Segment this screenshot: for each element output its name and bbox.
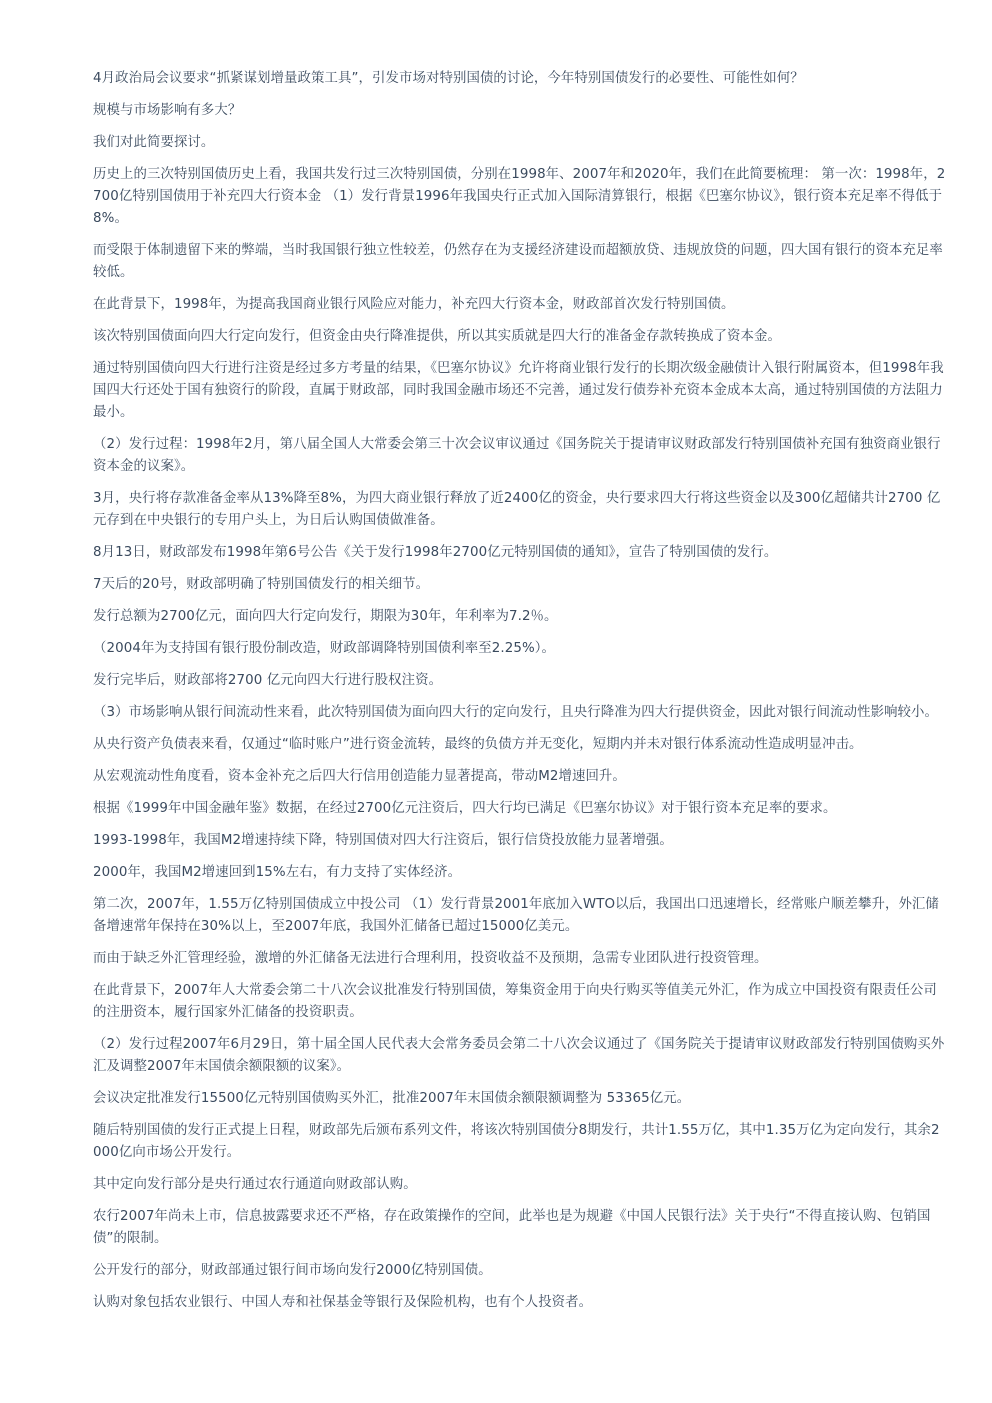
paragraph: 第二次，2007年，1.55万亿特别国债成立中投公司 （1）发行背景2001年底加入WTO以后，我国出口迅速增长，经常账户顺差攀升，外汇储备增速常年保持在30%以上，至2007年底，我国外汇储备已超过15000亿美元。 xyxy=(93,897,939,934)
paragraph: 该次特别国债面向四大行定向发行，但资金由央行降准提供，所以其实质就是四大行的准备金存款转换成了资本金。 xyxy=(93,329,782,344)
paragraph: 认购对象包括农业银行、中国人寿和社保基金等银行及保险机构，也有个人投资者。 xyxy=(93,1295,593,1310)
paragraph: 随后特别国债的发行正式提上日程，财政部先后颁布系列文件，将该次特别国债分8期发行，共计1.55万亿，其中1.35万亿为定向发行，其余2000亿向市场公开发行。 xyxy=(93,1123,940,1160)
paragraph: 在此背景下，2007年人大常委会第二十八次会议批准发行特别国债，筹集资金用于向央行购买等值美元外汇，作为成立中国投资有限责任公司的注册资本，履行国家外汇储备的投资职责。 xyxy=(93,983,937,1020)
paragraph: （2）发行过程：1998年2月，第八届全国人大常委会第三十次会议审议通过《国务院关于提请审议财政部发行特别国债补充国有独资商业银行资本金的议案》。 xyxy=(93,437,941,474)
paragraph: 2000年，我国M2增速回到15%左右，有力支持了实体经济。 xyxy=(93,865,462,880)
paragraph: 从宏观流动性角度看，资本金补充之后四大行信用创造能力显著提高，带动M2增速回升。 xyxy=(93,769,626,784)
paragraph: 4月政治局会议要求“抓紧谋划增量政策工具”，引发市场对特别国债的讨论，今年特别国债发行的必要性、可能性如何？ xyxy=(93,71,804,86)
paragraph: 而受限于体制遗留下来的弊端，当时我国银行独立性较差，仍然存在为支援经济建设而超额放贷、违规放贷的问题，四大国有银行的资本充足率较低。 xyxy=(93,243,943,280)
paragraph: 根据《1999年中国金融年鉴》数据，在经过2700亿元注资后，四大行均已满足《巴塞尔协议》对于银行资本充足率的要求。 xyxy=(93,801,837,816)
paragraph: 7天后的20号，财政部明确了特别国债发行的相关细节。 xyxy=(93,577,430,592)
paragraph: 8月13日，财政部发布1998年第6号公告《关于发行1998年2700亿元特别国债的通知》，宣告了特别国债的发行。 xyxy=(93,545,778,560)
paragraph: 而由于缺乏外汇管理经验，激增的外汇储备无法进行合理利用，投资收益不及预期，急需专业团队进行投资管理。 xyxy=(93,951,768,966)
paragraph: 在此背景下，1998年，为提高我国商业银行风险应对能力，补充四大行资本金，财政部首次发行特别国债。 xyxy=(93,297,735,312)
paragraph: （2004年为支持国有银行股份制改造，财政部调降特别国债利率至2.25%）。 xyxy=(93,641,556,656)
paragraph: 1993-1998年，我国M2增速持续下降，特别国债对四大行注资后，银行信贷投放能力显著增强。 xyxy=(93,833,673,848)
paragraph: 发行完毕后，财政部将2700 亿元向四大行进行股权注资。 xyxy=(93,673,443,688)
paragraph: 从央行资产负债表来看，仅通过“临时账户”进行资金流转，最终的负债方并无变化，短期内并未对银行体系流动性造成明显冲击。 xyxy=(93,737,863,752)
paragraph: 通过特别国债向四大行进行注资是经过多方考量的结果，《巴塞尔协议》允许将商业银行发行的长期次级金融债计入银行附属资本，但1998年我国四大行还处于国有独资行的阶段，直属于财政部，同时我国金融市场还不完善，通过发行债券补充资本金成本太高，通过特别国债的方法阻力最小。 xyxy=(93,361,944,420)
paragraph: 公开发行的部分，财政部通过银行间市场向发行2000亿特别国债。 xyxy=(93,1263,492,1278)
paragraph: （2）发行过程2007年6月29日，第十届全国人民代表大会常务委员会第二十八次会议通过了《国务院关于提请审议财政部发行特别国债购买外汇及调整2007年末国债余额限额的议案》。 xyxy=(93,1037,945,1074)
paragraph: 我们对此简要探讨。 xyxy=(93,135,215,150)
paragraph: 发行总额为2700亿元，面向四大行定向发行，期限为30年，年利率为7.2％。 xyxy=(93,609,558,624)
paragraph: 会议决定批准发行15500亿元特别国债购买外汇，批准2007年末国债余额限额调整为 53365亿元。 xyxy=(93,1091,691,1106)
paragraph: （3）市场影响从银行间流动性来看，此次特别国债为面向四大行的定向发行，且央行降准为四大行提供资金，因此对银行间流动性影响较小。 xyxy=(93,705,939,720)
document-body xyxy=(93,68,947,1324)
paragraph: 历史上的三次特别国债历史上看，我国共发行过三次特别国债，分别在1998年、2007年和2020年，我们在此简要梳理： 第一次：1998年，2700亿特别国债用于补充四大行资本金 （1）发行背景1996年我国央行正式加入国际清算银行，根据《巴塞尔协议》，银行资本充足率不得低于8%。 xyxy=(93,167,946,226)
paragraph: 3月，央行将存款准备金率从13%降至8%，为四大商业银行释放了近2400亿的资金，央行要求四大行将这些资金以及300亿超储共计2700 亿元存到在中央银行的专用户头上，为日后认购国债做准备。 xyxy=(93,491,941,528)
paragraph: 规模与市场影响有多大？ xyxy=(93,103,242,118)
paragraph: 其中定向发行部分是央行通过农行通道向财政部认购。 xyxy=(93,1177,417,1192)
paragraph: 农行2007年尚未上市，信息披露要求还不严格，存在政策操作的空间，此举也是为规避《中国人民银行法》关于央行“不得直接认购、包销国债”的限制。 xyxy=(93,1209,931,1246)
